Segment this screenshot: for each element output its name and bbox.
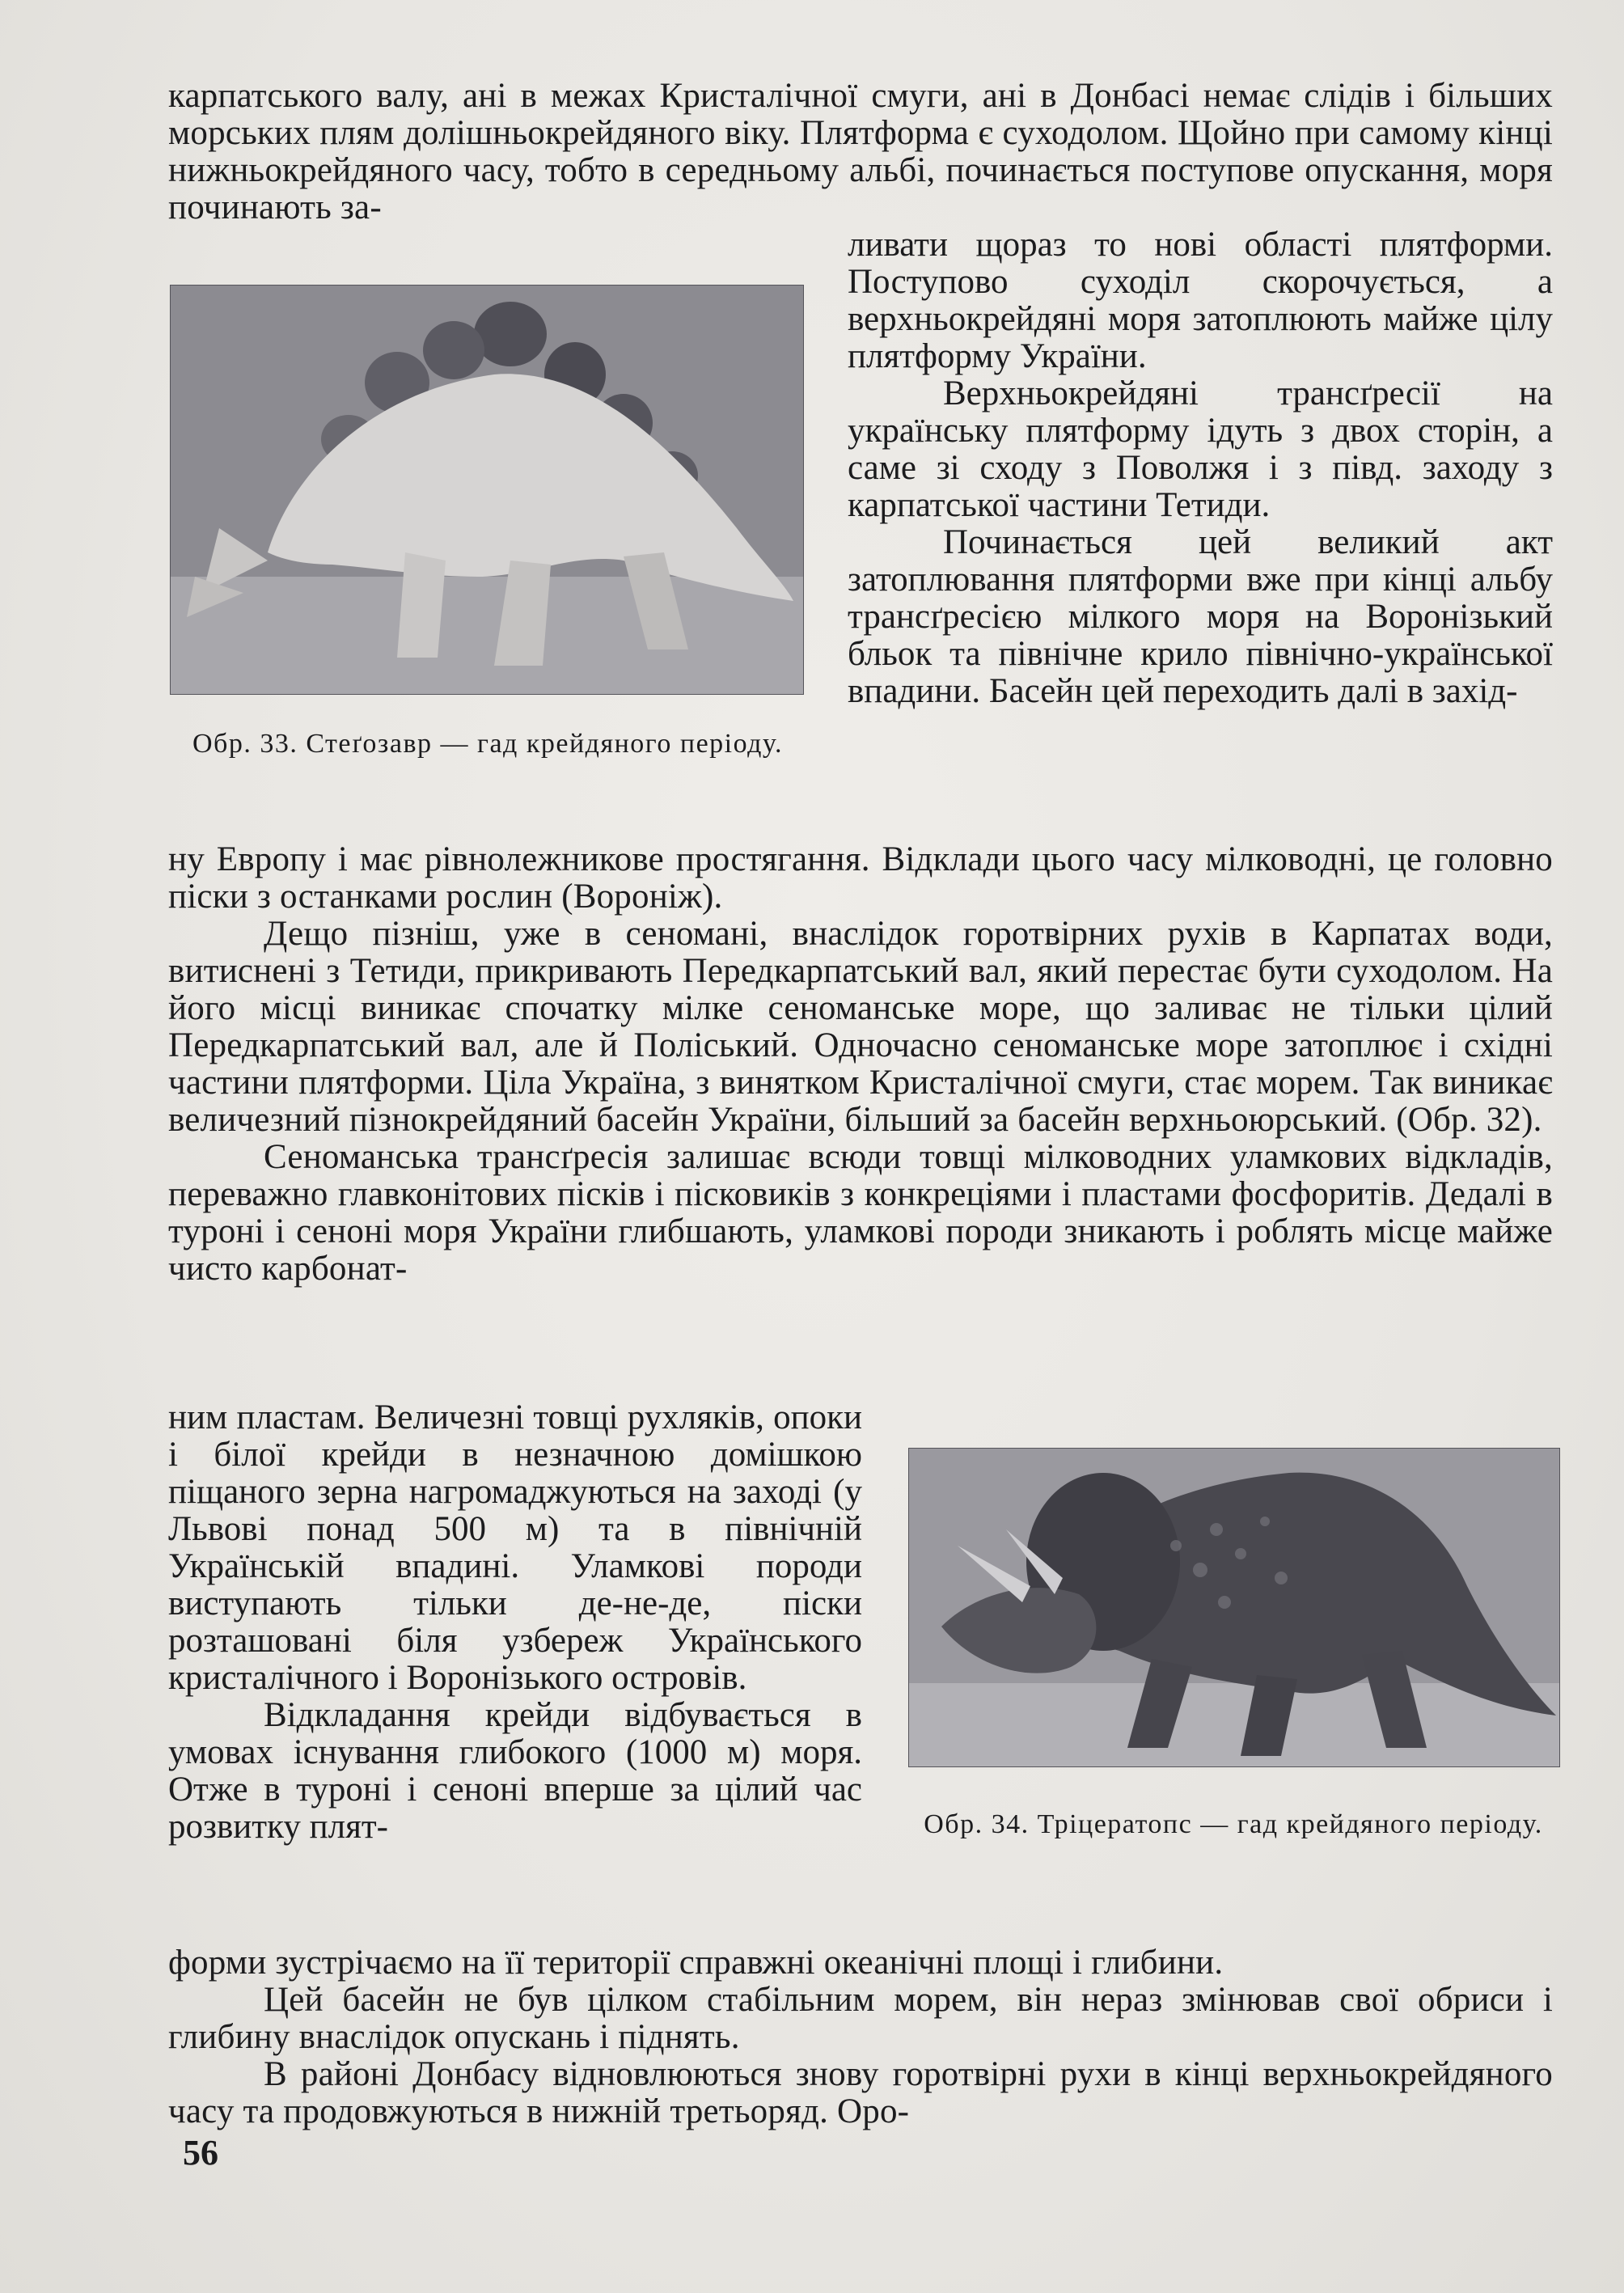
triceratops-image	[909, 1449, 1559, 1766]
middle-text-block	[168, 841, 1553, 1288]
left-column-lower	[168, 1399, 862, 1846]
figure-34-caption: Обр. 34. Тріцератопс — гад крейдяного періоду.	[924, 1809, 1543, 1839]
paragraph-transgressions: Верхньокрейдяні трансґресії на українську плятформу ідуть з двох сторін, а саме зі сходу з Поволжя і з півд. заходу з карпатської частини Тетиди.	[848, 374, 1553, 524]
top-paragraph-continuation: ливати щораз то нові області плятформи. Поступово суходіл скорочується, а верхньокрейдяні моря затоплюють майже цілу плятформу України.	[848, 226, 1553, 375]
figure-stegosaurus	[170, 285, 804, 695]
paragraph-donbas: В районі Донбасу відновлюються знову горотвірні рухи в кінці верхньокрейдяного часу та продовжуються в нижній третьоряд. Оро-	[168, 2055, 1553, 2130]
top-paragraph-text: карпатського валу, ані в межах Кристалічної смуги, ані в Донбасі немає слідів і більших морських плям долішньокрейдяного віку. Плятформа є суходолом. Щойно при самому кінці нижньокрейдяного часу, тобто в середньому альбі, починається поступове опускання, моря починають за-	[168, 77, 1553, 226]
paragraph-chalk-continued: форми зустрічаємо на її території справжні океанічні площі і глибини.	[168, 1944, 1224, 1982]
top-paragraph	[168, 78, 1553, 226]
figure-33-caption: Обр. 33. Стеґозавр — гад крейдяного періоду.	[192, 729, 784, 759]
right-column-upper	[848, 226, 1553, 710]
bottom-text-block	[168, 1944, 1553, 2130]
paragraph-cenomanian: Дещо пізніш, уже в сеномані, внаслідок горотвірних рухів в Карпатах води, витиснені з Тетиди, прикривають Передкарпатський вал, який перестає бути суходолом. На його місці виникає спочатку мілке сеноманське море, що заливає не тільки цілий Передкарпатський вал, але й Поліський. Одночасно сеноманське море затоплює і східні частини плятформи. Ціла Україна, з винятком Кристалічної смуги, стає морем. Так виникає величезний пізнокрейдяний басейн України, більший за басейн верхньоюрський. (Обр. 32).	[168, 915, 1553, 1139]
figure-triceratops	[908, 1448, 1560, 1767]
paragraph-flooding-continued: ну Европу і має рівнолежникове простягання. Відклади цього часу мілководні, це головно піски з останками рослин (Вороніж).	[168, 840, 1553, 916]
paragraph-basin: Цей басейн не був цілком стабільним морем, він нераз змінював свої обриси і глибину внаслідок опускань і піднять.	[168, 1981, 1553, 2056]
page-number: 56	[183, 2133, 218, 2172]
paragraph-transgression-continued: ним пластам. Величезні товщі рухляків, опоки і білої крейди в незначною домішкою піщаного зерна нагромаджуються на заході (у Львові понад 500 м) та в північній Українській впадині. Уламкові породи виступають тільки де-не-де, піски розташовані біля узбереж Українського кристалічного і Воронізького островів.	[168, 1398, 862, 1697]
paragraph-flooding: Починається цей великий акт затоплювання плятформи вже при кінці альбу трансґресією мілкого моря на Воронізький бльок та північне крило північно-української впадини. Басейн цей переходить далі в захід-	[848, 523, 1553, 710]
stegosaurus-image	[171, 286, 803, 694]
paragraph-chalk: Відкладання крейди відбувається в умовах існування глибокого (1000 м) моря. Отже в туроні і сеноні вперше за цілий час розвитку плят-	[168, 1696, 862, 1846]
paragraph-cenomanian-transgression: Сеноманська трансґресія залишає всюди товщі мілководних уламкових відкладів, переважно главконітових пісків і пісковиків з конкреціями і пластами фосфоритів. Дедалі в туроні і сеноні моря України глибшають, уламкові породи зникають і роблять місце майже чисто карбонат-	[168, 1138, 1553, 1288]
